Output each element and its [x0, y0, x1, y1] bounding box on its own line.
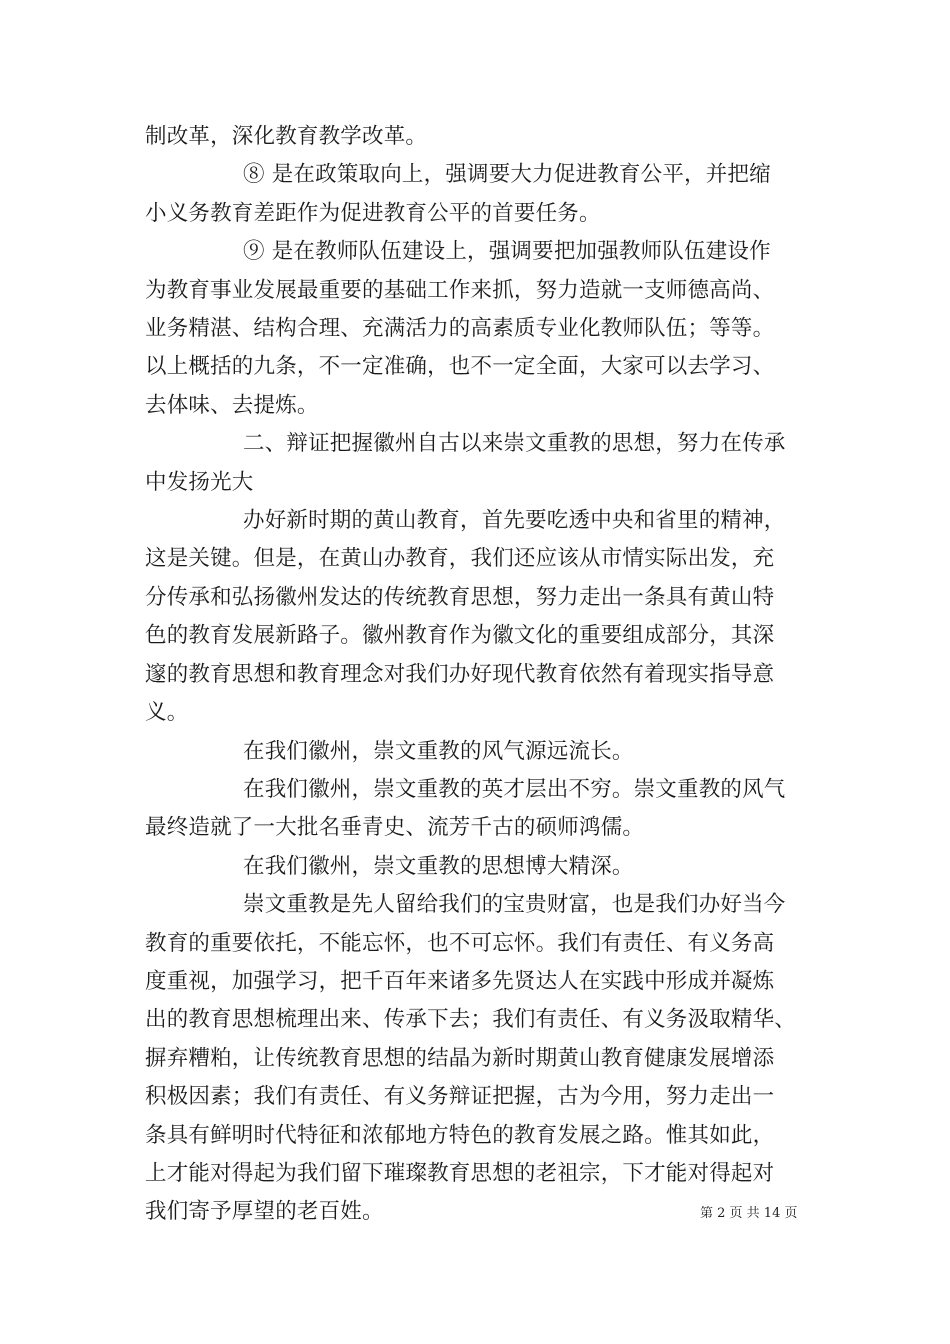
text-line: 我们寄予厚望的老百姓。	[145, 1199, 384, 1225]
text-line: 邃的教育思想和教育理念对我们办好现代教育依然有着现实指导意	[145, 661, 775, 687]
text-line: 色的教育发展新路子。徽州教育作为徽文化的重要组成部分，其深	[145, 623, 775, 649]
text-line: 摒弃糟粕，让传统教育思想的结晶为新时期黄山教育健康发展增添	[145, 1045, 775, 1071]
paragraph-start: 办好新时期的黄山教育，首先要吃透中央和省里的精神，	[243, 508, 786, 534]
text-line: 小义务教育差距作为促进教育公平的首要任务。	[145, 200, 601, 226]
paragraph-item-9-start: ⑨ 是在教师队伍建设上，强调要把加强教师队伍建设作	[243, 239, 771, 265]
text-line: 这是关键。但是，在黄山办教育，我们还应该从市情实际出发，充	[145, 546, 775, 572]
text-line: 业务精湛、结构合理、充满活力的高素质专业化教师队伍；等等。	[145, 316, 775, 342]
text-line: 以上概括的九条，不一定准确，也不一定全面，大家可以去学习、	[145, 354, 775, 380]
paragraph-start: 在我们徽州，崇文重教的风气源远流长。	[243, 738, 634, 764]
text-line: 度重视，加强学习，把千百年来诸多先贤达人在实践中形成并凝炼	[145, 968, 775, 994]
text-line: 上才能对得起为我们留下璀璨教育思想的老祖宗，下才能对得起对	[145, 1160, 775, 1186]
text-line: 分传承和弘扬徽州发达的传统教育思想，努力走出一条具有黄山特	[145, 584, 775, 610]
page-number-footer: 第 2 页 共 14 页	[700, 1206, 798, 1221]
paragraph-start: 在我们徽州，崇文重教的英才层出不穷。崇文重教的风气	[243, 776, 786, 802]
text-line: 去体味、去提炼。	[145, 392, 319, 418]
paragraph-start: 崇文重教是先人留给我们的宝贵财富，也是我们办好当今	[243, 892, 786, 918]
text-line: 制改革，深化教育教学改革。	[145, 124, 428, 149]
text-line: 最终造就了一大批名垂青史、流芳千古的硕师鸿儒。	[145, 815, 645, 841]
text-line: 教育的重要依托，不能忘怀，也不可忘怀。我们有责任、有义务高	[145, 930, 775, 956]
paragraph-start: 在我们徽州，崇文重教的思想博大精深。	[243, 853, 634, 879]
document-body	[145, 118, 810, 1232]
section-heading-2-cont: 中发扬光大	[145, 469, 254, 495]
paragraph-item-8-start: ⑧ 是在政策取向上，强调要大力促进教育公平，并把缩	[243, 162, 771, 188]
text-line: 条具有鲜明时代特征和浓郁地方特色的教育发展之路。惟其如此，	[145, 1122, 775, 1148]
text-line: 出的教育思想梳理出来、传承下去；我们有责任、有义务汲取精华、	[145, 1007, 797, 1033]
text-line: 义。	[145, 700, 189, 726]
text-line: 积极因素；我们有责任、有义务辩证把握，古为今用，努力走出一	[145, 1084, 775, 1110]
section-heading-2: 二、辩证把握徽州自古以来崇文重教的思想，努力在传承	[243, 431, 786, 457]
text-line: 为教育事业发展最重要的基础工作来抓，努力造就一支师德高尚、	[145, 277, 775, 303]
